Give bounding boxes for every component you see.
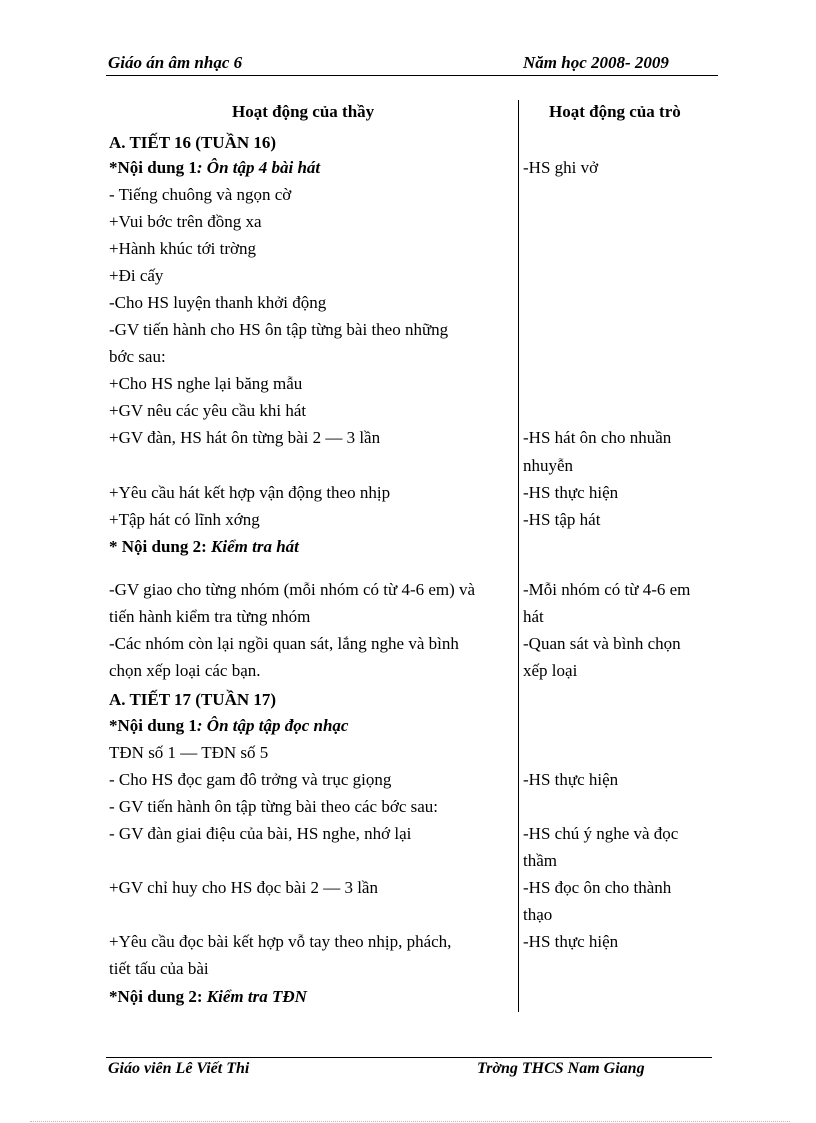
left-column-line: - Tiếng chuông và ngọn cờ — [109, 185, 292, 204]
left-column-line: +GV đàn, HS hát ôn từng bài 2 — 3 lần — [109, 428, 381, 447]
left-column-line — [109, 987, 307, 1007]
left-column-line: +Yêu cầu hát kết hợp vận động theo nhịp — [109, 483, 391, 502]
right-column-line: hát — [523, 607, 544, 626]
right-column-line: -Quan sát và bình chọn — [523, 634, 681, 653]
section-title: : Ôn tập 4 bài hát — [196, 158, 321, 177]
column-heading-teacher: Hoạt động của thầy — [232, 102, 375, 121]
left-column-line: TĐN số 1 — TĐN số 5 — [109, 743, 269, 762]
left-column-line: tiến hành kiểm tra từng nhóm — [109, 607, 311, 626]
left-column-line — [109, 537, 299, 557]
section-label: * Nội dung 2: — [109, 537, 212, 556]
header-left: Giáo án âm nhạc 6 — [108, 53, 243, 72]
right-column-line: -HS chú ý nghe và đọc — [523, 824, 679, 843]
left-column-line: +Vui bớc trên đồng xa — [109, 212, 262, 231]
left-column-line: A. TIẾT 17 (TUẦN 17) — [109, 690, 277, 709]
left-column-line: - GV đàn giai điệu của bài, HS nghe, nhớ lại — [109, 824, 412, 843]
right-column-line: -HS hát ôn cho nhuần — [523, 428, 672, 447]
left-column-line: -GV giao cho từng nhóm (mỗi nhóm có từ 4-6 em) và — [109, 580, 476, 599]
left-column-line: +Tập hát có lĩnh xớng — [109, 510, 260, 529]
right-column-line: -HS ghi vở — [523, 158, 599, 177]
left-column-line: +Cho HS nghe lại băng mẫu — [109, 374, 303, 393]
section-label: *Nội dung 2: — [109, 987, 207, 1006]
left-column-line: +GV chỉ huy cho HS đọc bài 2 — 3 lần — [109, 878, 378, 897]
left-column-line: chọn xếp loại các bạn. — [109, 661, 261, 680]
right-column-line: thầm — [523, 851, 557, 870]
right-column-line: -HS thực hiện — [523, 483, 619, 502]
left-column-line: -Các nhóm còn lại ngồi quan sát, lắng nghe và bình — [109, 634, 459, 653]
left-column-line: - Cho HS đọc gam đô trởng và trục giọng — [109, 770, 392, 789]
section-label: *Nội dung 1 — [109, 716, 197, 735]
column-heading-student: Hoạt động của trò — [549, 102, 681, 121]
right-column-line: thạo — [523, 905, 553, 924]
left-column-line — [109, 158, 320, 178]
section-title: Kiểm tra TĐN — [206, 987, 307, 1006]
right-column-line: -HS tập hát — [523, 510, 601, 529]
page-bottom-dotted-line — [30, 1121, 790, 1122]
right-column-line: -HS thực hiện — [523, 932, 619, 951]
left-column-line: -GV tiến hành cho HS ôn tập từng bài theo những — [109, 320, 449, 339]
footer-right: Trờng THCS Nam Giang — [477, 1060, 645, 1077]
section-title: Kiểm tra hát — [211, 537, 299, 556]
section-title: : Ôn tập tập đọc nhạc — [196, 716, 349, 735]
column-divider — [518, 100, 519, 1012]
left-column-line: +GV nêu các yêu cầu khi hát — [109, 401, 307, 420]
left-column-line — [109, 716, 348, 736]
left-column-line: +Hành khúc tới trờng — [109, 239, 257, 258]
left-column-line: A. TIẾT 16 (TUẦN 16) — [109, 133, 277, 152]
left-column-line: +Đi cấy — [109, 266, 164, 285]
left-column-line: -Cho HS luyện thanh khởi động — [109, 293, 327, 312]
header-rule — [106, 75, 718, 76]
right-column-line: nhuyễn — [523, 456, 574, 475]
right-column-line: -HS đọc ôn cho thành — [523, 878, 672, 897]
footer-rule — [106, 1057, 712, 1058]
header-right: Năm học 2008- 2009 — [523, 53, 669, 72]
right-column-line: xếp loại — [523, 661, 578, 680]
footer-left: Giáo viên Lê Viết Thi — [108, 1060, 250, 1077]
right-column-line: -HS thực hiện — [523, 770, 619, 789]
section-label: *Nội dung 1 — [109, 158, 197, 177]
left-column-line: tiết tấu của bài — [109, 959, 209, 978]
left-column-line: bớc sau: — [109, 347, 166, 366]
right-column-line: -Mỗi nhóm có từ 4-6 em — [523, 580, 691, 599]
left-column-line: +Yêu cầu đọc bài kết hợp vỗ tay theo nhịp, phách, — [109, 932, 452, 951]
left-column-line: - GV tiến hành ôn tập từng bài theo các bớc sau: — [109, 797, 438, 816]
